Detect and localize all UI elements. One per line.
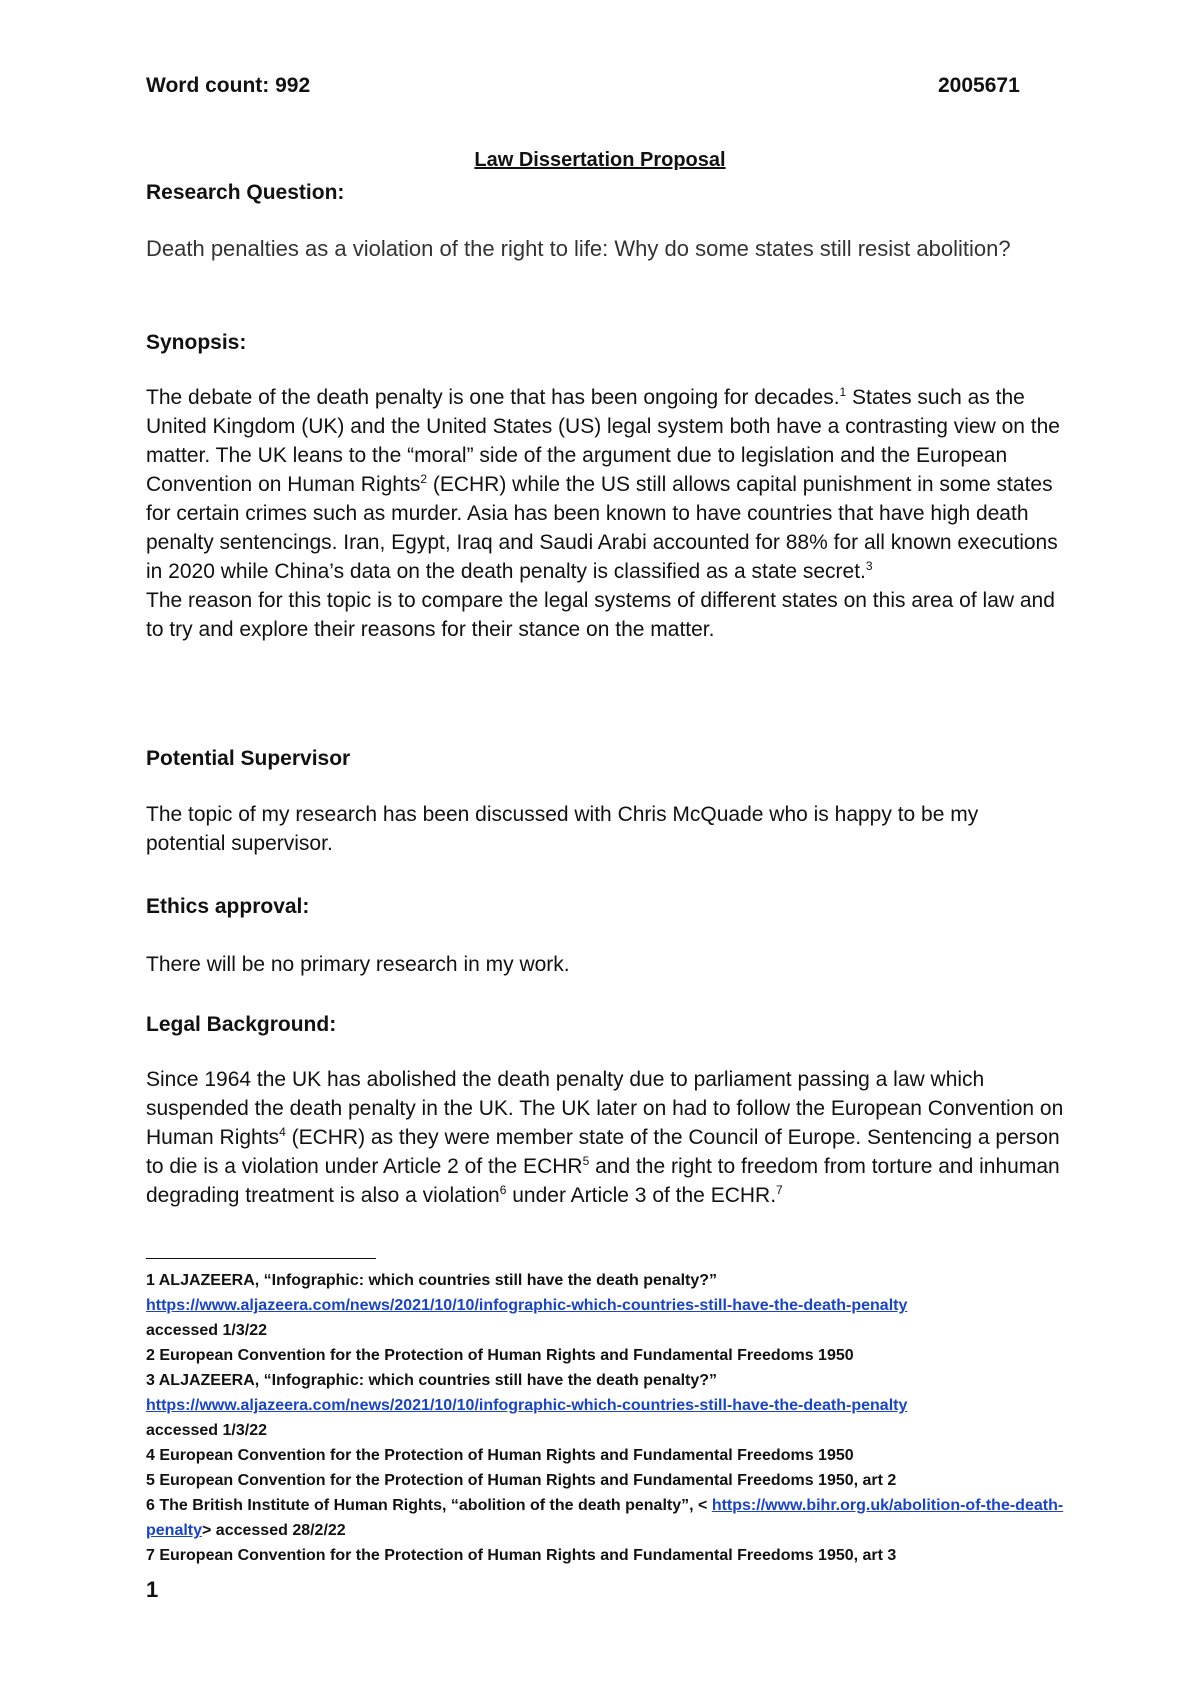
footnote-3-link[interactable]: https://www.aljazeera.com/news/2021/10/10/infographic-which-countries-still-have-the-death-penalty xyxy=(146,1397,908,1414)
synopsis-body xyxy=(146,383,1066,644)
footnote-ref-3[interactable]: 3 xyxy=(865,559,873,573)
footnotes xyxy=(146,1268,1066,1568)
footnote-6-accessed: > accessed 28/2/22 xyxy=(202,1522,346,1539)
research-question-text: Death penalties as a violation of the right to life: Why do some states still resist abolition? xyxy=(146,236,1011,261)
supervisor-text: The topic of my research has been discussed with Chris McQuade who is happy to be my potential supervisor. xyxy=(146,803,979,855)
footnote-ref-2[interactable]: 2 xyxy=(420,472,428,486)
footnote-ref-4[interactable]: 4 xyxy=(279,1125,286,1139)
footnote-2: 2 European Convention for the Protection of Human Rights and Fundamental Freedoms 1950 xyxy=(146,1347,854,1364)
synopsis-heading: Synopsis: xyxy=(146,331,247,354)
footnote-ref-6[interactable]: 6 xyxy=(499,1183,507,1197)
synopsis-paragraph-1 xyxy=(146,383,1066,586)
ethics-heading: Ethics approval: xyxy=(146,895,310,918)
footnote-7: 7 European Convention for the Protection of Human Rights and Fundamental Freedoms 1950, art 3 xyxy=(146,1547,897,1564)
footnote-6-text: 6 The British Institute of Human Rights, “abolition of the death penalty”, < xyxy=(146,1497,712,1514)
footnote-3-accessed: accessed 1/3/22 xyxy=(146,1422,267,1439)
footnote-1: 1 ALJAZEERA, “Infographic: which countries still have the death penalty?” xyxy=(146,1272,718,1289)
footnote-1-accessed: accessed 1/3/22 xyxy=(146,1322,267,1339)
footnote-separator xyxy=(146,1258,376,1259)
synopsis-text-c: (ECHR) while the US still allows capital punishment in some states for certain crimes such as murder. Asia has been known to have countries that have high death penalty sentencings. Iran, Egypt, Iraq and Saudi Arabi accounted for 88% for all known executions in 2020 while China’s data on the death penalty is classified as a state secret. xyxy=(146,473,1058,583)
footnote-4: 4 European Convention for the Protection of Human Rights and Fundamental Freedoms 1950 xyxy=(146,1447,854,1464)
legal-background-heading: Legal Background: xyxy=(146,1013,337,1036)
synopsis-text-a: The debate of the death penalty is one that has been ongoing for decades. xyxy=(146,386,840,409)
legal-text-c: and the right to freedom from torture and inhuman degrading treatment is also a violation xyxy=(146,1155,1060,1207)
footnote-6-link[interactable]: https://www.bihr.org.uk/abolition-of-the-death-penalty xyxy=(146,1497,1064,1539)
research-question-heading: Research Question: xyxy=(146,181,345,204)
synopsis-text-b: States such as the United Kingdom (UK) and the United States (US) legal system both have a contrasting view on the matter. The UK leans to the “moral” side of the argument due to legislation and the European Convention on Human Rights xyxy=(146,386,1060,496)
footnote-6 xyxy=(146,1493,1066,1543)
page-number: 1 xyxy=(146,1577,159,1602)
legal-text-a: Since 1964 the UK has abolished the death penalty due to parliament passing a law which suspended the death penalty in the UK. The UK later on had to follow the European Convention on Human Rights xyxy=(146,1068,1064,1149)
footnote-ref-7[interactable]: 7 xyxy=(776,1183,783,1197)
legal-text-b: (ECHR) as they were member state of the Council of Europe. Sentencing a person to die is a violation under Article 2 of the ECHR xyxy=(146,1126,1060,1178)
footnote-1-link[interactable]: https://www.aljazeera.com/news/2021/10/10/infographic-which-countries-still-have-the-death-penalty xyxy=(146,1297,908,1314)
page-title: Law Dissertation Proposal xyxy=(474,149,726,171)
footnote-3: 3 ALJAZEERA, “Infographic: which countries still have the death penalty?” xyxy=(146,1372,718,1389)
footnote-ref-1[interactable]: 1 xyxy=(839,385,847,399)
ethics-text: There will be no primary research in my work. xyxy=(146,953,570,976)
supervisor-heading: Potential Supervisor xyxy=(146,747,351,770)
footnote-ref-5[interactable]: 5 xyxy=(582,1154,590,1168)
synopsis-paragraph-2: The reason for this topic is to compare the legal systems of different states on this area of law and to try and explore their reasons for their stance on the matter. xyxy=(146,589,1055,641)
student-id: 2005671 xyxy=(938,74,1020,97)
legal-background-text xyxy=(146,1065,1066,1210)
legal-text-d: under Article 3 of the ECHR. xyxy=(506,1184,777,1207)
word-count: Word count: 992 xyxy=(146,74,311,97)
footnote-5: 5 European Convention for the Protection of Human Rights and Fundamental Freedoms 1950, art 2 xyxy=(146,1472,897,1489)
